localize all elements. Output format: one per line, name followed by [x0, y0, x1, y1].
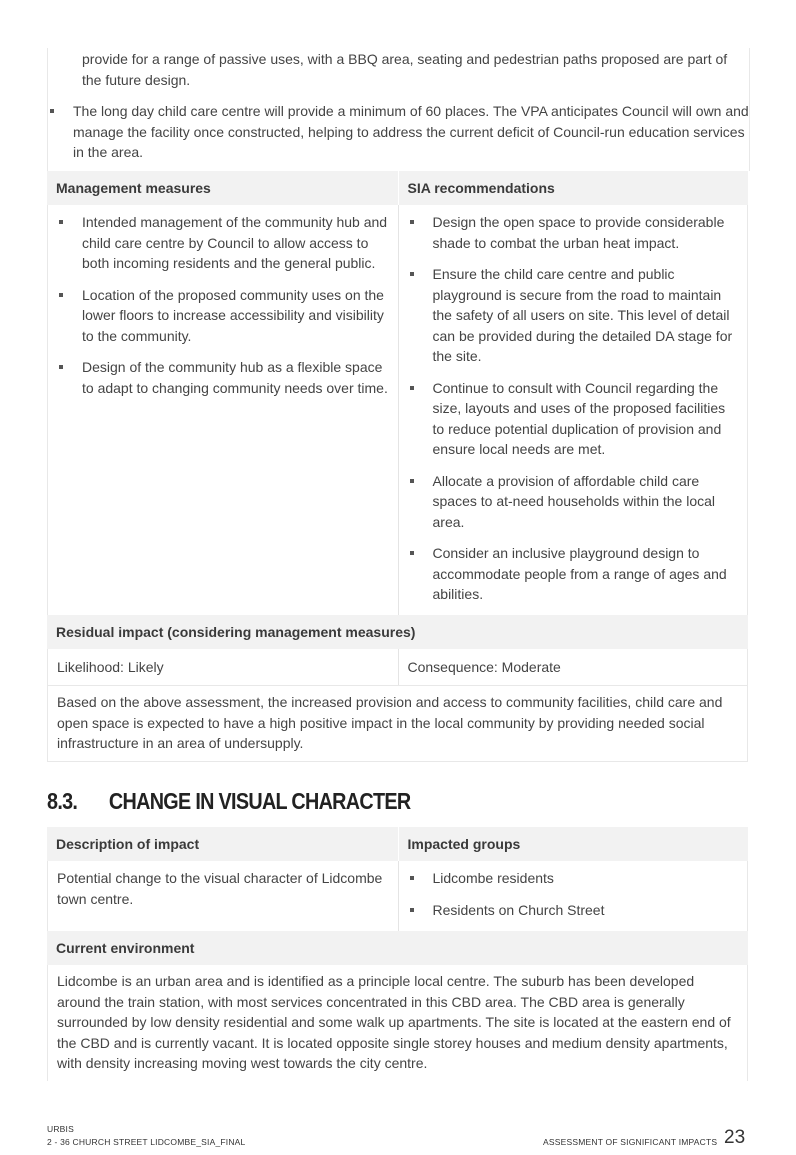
impacted-groups-cell	[398, 861, 748, 931]
list-item: Continue to consult with Council regarding the size, layouts and uses of the proposed facilities to reduce potential duplication of provision and ensure local needs are met.	[408, 378, 739, 460]
impacted-groups-list	[408, 868, 739, 920]
list-item: Design the open space to provide considerable shade to combat the urban heat impact.	[408, 212, 739, 253]
impact-continuation-block	[47, 48, 750, 171]
measures-header-row	[47, 171, 748, 205]
management-measures-header: Management measures	[47, 171, 398, 205]
likelihood-cell: Likelihood: Likely	[57, 658, 164, 675]
section-title: CHANGE IN VISUAL CHARACTER	[108, 788, 411, 814]
sia-recommendations-list	[408, 212, 739, 605]
impact-description-cell: Potential change to the visual character of Lidcombe town centre.	[57, 870, 383, 907]
continued-bullet-list	[48, 101, 749, 163]
list-item: Intended management of the community hub and child care centre by Council to allow access to both incoming residents and the general public.	[57, 212, 389, 274]
assessment-summary: Based on the above assessment, the increased provision and access to community facilities, child care and open space is expected to have a high positive impact in the local community by providing needed social infrastructure in an area of undersupply.	[47, 686, 748, 762]
list-item: The long day child care centre will provide a minimum of 60 places. The VPA anticipates Council will own and manage the facility once constructed, helping to address the current deficit of Council-run education services in the area.	[48, 101, 749, 163]
management-measures-list	[57, 212, 389, 398]
impacted-groups-header: Impacted groups	[398, 827, 749, 861]
current-environment-header: Current environment	[47, 931, 748, 965]
impact-header-row	[47, 827, 748, 861]
list-item: Design of the community hub as a flexible space to adapt to changing community needs over time.	[57, 357, 389, 398]
sia-recommendations-cell	[398, 205, 748, 615]
consequence-cell: Consequence: Moderate	[398, 649, 748, 685]
list-item: Lidcombe residents	[408, 868, 739, 889]
section-number: 8.3.	[47, 788, 78, 814]
footer-company: URBIS	[47, 1124, 74, 1134]
list-item: Allocate a provision of affordable child care spaces to at-need households within the local area.	[408, 471, 739, 533]
section-heading	[47, 788, 410, 815]
management-measures-cell	[48, 205, 398, 615]
list-item: Consider an inclusive playground design to accommodate people from a range of ages and abilities.	[408, 543, 739, 605]
residual-impact-header: Residual impact (considering management measures)	[47, 615, 748, 649]
list-item: Ensure the child care centre and public playground is secure from the road to maintain the safety of all users on site. This level of detail can be provided during the detailed DA stage for the site.	[408, 264, 739, 367]
measures-body-row	[47, 205, 748, 615]
page-number: 23	[724, 1127, 746, 1148]
footer-section-label: ASSESSMENT OF SIGNIFICANT IMPACTS	[543, 1137, 718, 1147]
sia-recommendations-header: SIA recommendations	[398, 171, 749, 205]
continued-paragraph: provide for a range of passive uses, with a BBQ area, seating and pedestrian paths proposed are part of the future design.	[82, 51, 728, 88]
visual-character-table	[47, 827, 748, 1081]
list-item: Residents on Church Street	[408, 900, 739, 921]
impact-body-row	[47, 861, 748, 931]
residual-impact-row	[47, 649, 748, 686]
list-item: Location of the proposed community uses on the lower floors to increase accessibility and visibility to the community.	[57, 285, 389, 347]
current-environment-text: Lidcombe is an urban area and is identified as a principle local centre. The suburb has been developed around the train station, with most services concentrated in this CBD area. The CBD area is generally surrounded by low density residential and some walk up apartments. The site is located at the eastern end of the CBD and is currently vacant. It is located opposite single storey houses and medium density apartments, with density increasing moving west towards the city centre.	[47, 965, 748, 1081]
measures-table	[47, 171, 748, 762]
footer-document-name: 2 - 36 CHURCH STREET LIDCOMBE_SIA_FINAL	[47, 1137, 246, 1147]
description-of-impact-header: Description of impact	[47, 827, 398, 861]
